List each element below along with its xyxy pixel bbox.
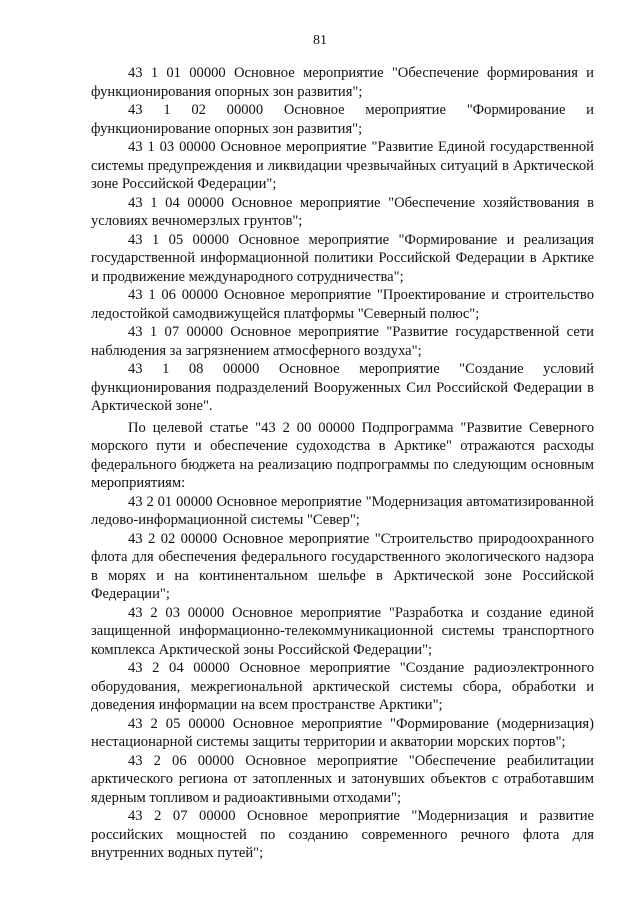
paragraph-43-1-01: 43 1 01 00000 Основное мероприятие "Обеспечение формирования и функционирования опорных зон развития";: [91, 65, 594, 100]
paragraph-43-1-08: 43 1 08 00000 Основное мероприятие "Создание условий функционирования подразделений Вооруженных Сил Российской Федерации в Арктической зоне".: [91, 361, 594, 414]
paragraph-43-2-06: 43 2 06 00000 Основное мероприятие "Обеспечение реабилитации арктического региона от затопленных и затонувших объектов с отработавшим ядерным топливом и радиоактивными отходами";: [91, 752, 594, 806]
paragraph-43-2-07: 43 2 07 00000 Основное мероприятие "Модернизация и развитие российских мощностей по созданию современного речного флота для внутренних водных путей";: [91, 808, 594, 861]
paragraph-43-1-05: 43 1 05 00000 Основное мероприятие "Формирование и реализация государственной информационной политики Российской Федерации в Арктике и продвижение международного сотрудничества";: [91, 231, 594, 285]
document-body: [91, 64, 594, 863]
paragraph-43-2-01: 43 2 01 00000 Основное мероприятие "Модернизация автоматизированной ледово-информационной системы "Север";: [91, 493, 594, 528]
paragraph-43-1-02: 43 1 02 00000 Основное мероприятие "Формирование и функционирование опорных зон развития";: [91, 102, 594, 137]
paragraph-43-1-07: 43 1 07 00000 Основное мероприятие "Развитие государственной сети наблюдения за загрязнением атмосферного воздуха";: [91, 324, 594, 359]
paragraph-43-1-03: 43 1 03 00000 Основное мероприятие "Развитие Единой государственной системы предупреждения и ликвидации чрезвычайных ситуаций в Арктической зоне Российской Федерации";: [91, 139, 594, 192]
paragraph-subprogram-intro: По целевой статье "43 2 00 00000 Подпрограмма "Развитие Северного морского пути и обеспечение судоходства в Арктике" отражаются расходы федерального бюджета на реализацию подпрограммы по следующим основным мероприятиям:: [91, 419, 594, 491]
paragraph-43-2-02: 43 2 02 00000 Основное мероприятие "Строительство природоохранного флота для обеспечения федерального государственного экологического надзора в морях и на континентальном шельфе в Арктической зоне Российской Федерации";: [91, 530, 594, 602]
paragraph-43-1-06: 43 1 06 00000 Основное мероприятие "Проектирование и строительство ледостойкой самодвижущейся платформы "Северный полюс";: [91, 287, 594, 322]
paragraph-43-2-03: 43 2 03 00000 Основное мероприятие "Разработка и создание единой защищенной информационно-телекоммуникационной системы транспортного комплекса Арктической зоны Российской Федерации";: [91, 604, 594, 658]
page-number: 81: [313, 33, 327, 48]
paragraph-43-2-05: 43 2 05 00000 Основное мероприятие "Формирование (модернизация) нестационарной системы защиты территории и акватории морских портов";: [91, 715, 594, 750]
paragraph-43-2-04: 43 2 04 00000 Основное мероприятие "Создание радиоэлектронного оборудования, межрегиональной арктической системы сбора, обработки и доведения информации на всем пространстве Арктики";: [91, 660, 594, 713]
paragraph-43-1-04: 43 1 04 00000 Основное мероприятие "Обеспечение хозяйствования в условиях вечномерзлых грунтов";: [91, 194, 594, 229]
